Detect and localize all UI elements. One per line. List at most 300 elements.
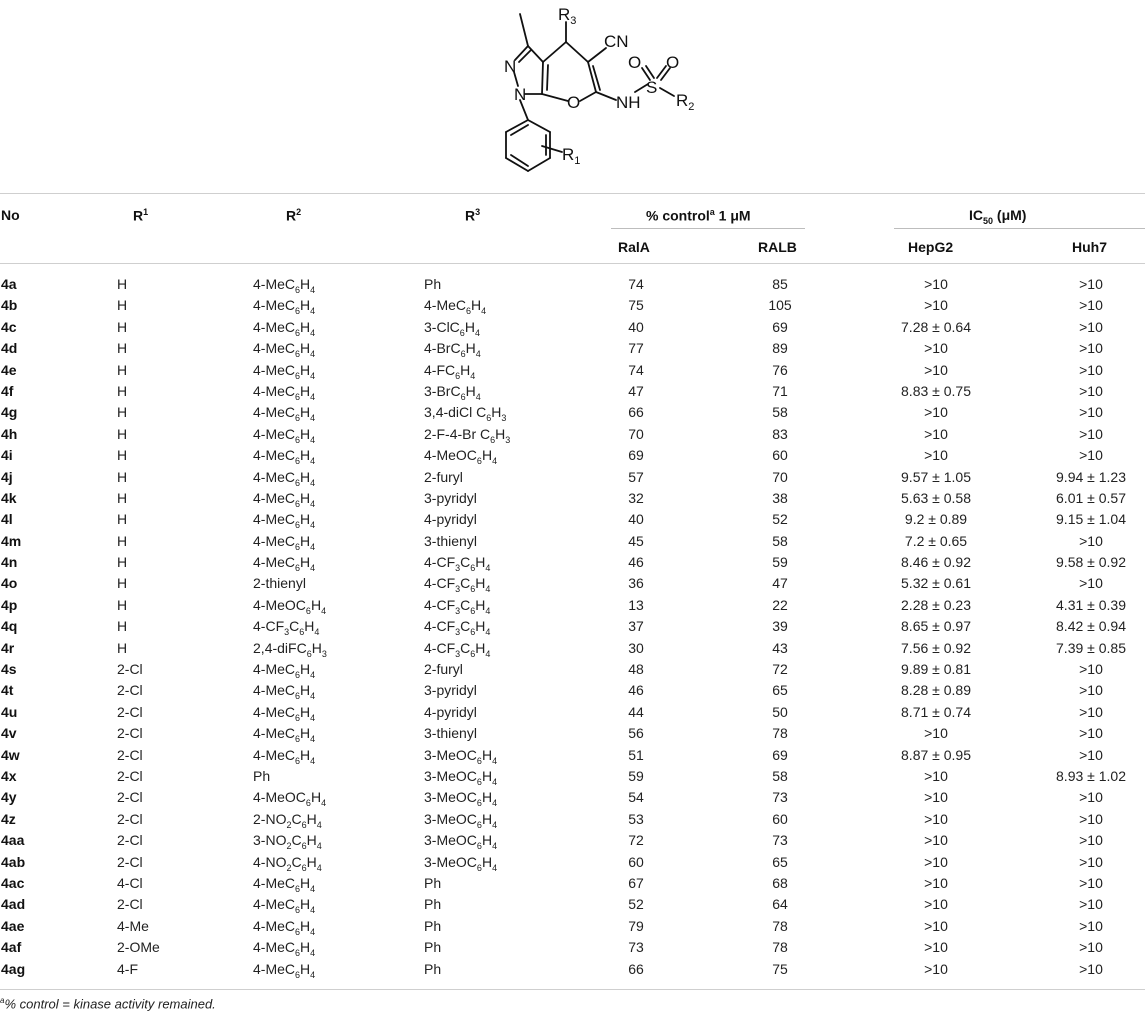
ralb-value: 83 bbox=[772, 425, 788, 442]
r3-value: Ph bbox=[424, 917, 442, 934]
r2-value: $2,4-diFC_6H_3$ bbox=[253, 639, 327, 659]
r1-value: H bbox=[117, 532, 128, 549]
compound-number: 4v bbox=[1, 725, 17, 742]
r1-value: H bbox=[117, 468, 128, 485]
ralb-value: 60 bbox=[772, 447, 788, 464]
ralb-value: 52 bbox=[772, 511, 788, 528]
r2-value: $4-MeC_6H_4$ bbox=[253, 703, 316, 723]
rala-value: 54 bbox=[628, 789, 644, 806]
ralb-value: 76 bbox=[772, 361, 788, 378]
compound-number: 4ac bbox=[1, 874, 25, 891]
compound-number: 4aa bbox=[1, 832, 25, 849]
table-row bbox=[0, 424, 1145, 445]
rala-value: 72 bbox=[628, 832, 644, 849]
table-row bbox=[0, 809, 1145, 830]
hepg2-value: >10 bbox=[924, 297, 948, 314]
r1-value: 4-F bbox=[117, 960, 138, 977]
sulfonyl-o-left-label: O bbox=[628, 53, 642, 72]
rala-value: 45 bbox=[628, 532, 644, 549]
table-row bbox=[0, 274, 1145, 295]
ralb-value: 69 bbox=[772, 746, 788, 763]
ralb-value: 38 bbox=[772, 489, 788, 506]
ralb-value: 58 bbox=[772, 404, 788, 421]
r2-value: $4-MeC_6H_4$ bbox=[253, 896, 316, 916]
hepg2-value: 9.2 ± 0.89 bbox=[904, 511, 968, 528]
pyran-o-label: O bbox=[567, 93, 581, 112]
table-row bbox=[0, 852, 1145, 873]
compound-number: 4n bbox=[1, 554, 18, 571]
r3-value: Ph bbox=[424, 960, 442, 977]
rala-value: 56 bbox=[628, 725, 644, 742]
ralb-value: 78 bbox=[772, 939, 788, 956]
huh7-value: >10 bbox=[1079, 661, 1103, 678]
ralb-value: 58 bbox=[772, 767, 788, 784]
r2-value: $4-MeC_6H_4$ bbox=[253, 425, 316, 445]
rala-value: 60 bbox=[628, 853, 644, 870]
rala-value: 46 bbox=[628, 682, 644, 699]
hepg2-value: 8.87 ± 0.95 bbox=[901, 746, 971, 763]
table-row bbox=[0, 659, 1145, 680]
ralb-value: 68 bbox=[772, 874, 788, 891]
r2-label: $R_2$ bbox=[676, 91, 695, 113]
header-r1: $R^1$ bbox=[133, 207, 149, 224]
sulfonyl-o-right-label: O bbox=[666, 53, 680, 72]
r3-value: $3-ClC_6H_4$ bbox=[424, 318, 480, 338]
hepg2-value: >10 bbox=[924, 853, 948, 870]
compound-number: 4w bbox=[1, 746, 20, 763]
r2-value: $4-NO_2C_6H_4$ bbox=[253, 853, 322, 873]
r2-value: $4-MeC_6H_4$ bbox=[253, 489, 316, 509]
r2-value: $4-MeC_6H_4$ bbox=[253, 682, 316, 702]
r3-value: $3-MeOC_6H_4$ bbox=[424, 767, 498, 787]
ralb-value: 43 bbox=[772, 639, 788, 656]
ralb-value: 69 bbox=[772, 318, 788, 335]
r3-value: 4-pyridyl bbox=[424, 511, 477, 528]
huh7-value: 7.39 ± 0.85 bbox=[1056, 639, 1126, 656]
huh7-value: >10 bbox=[1079, 318, 1103, 335]
header-huh7: Huh7 bbox=[1072, 239, 1107, 255]
huh7-value: >10 bbox=[1079, 297, 1103, 314]
r2-value: $4-MeC_6H_4$ bbox=[253, 554, 316, 573]
compound-number: 4r bbox=[1, 639, 15, 656]
r3-value: $4-CF_3C_6H_4$ bbox=[424, 575, 491, 595]
rala-value: 47 bbox=[628, 382, 644, 399]
r1-value: H bbox=[117, 297, 128, 314]
r3-value: $3-MeOC_6H_4$ bbox=[424, 853, 498, 873]
compound-number: 4p bbox=[1, 596, 18, 613]
huh7-value: 4.31 ± 0.39 bbox=[1056, 596, 1126, 613]
ralb-value: 59 bbox=[772, 554, 788, 571]
compound-number: 4j bbox=[1, 468, 13, 485]
r2-value: $4-MeC_6H_4$ bbox=[253, 382, 316, 402]
hepg2-value: >10 bbox=[924, 276, 948, 292]
r1-value: H bbox=[117, 596, 128, 613]
r1-value: H bbox=[117, 489, 128, 506]
compound-number: 4ad bbox=[1, 896, 26, 913]
r1-value: 2-OMe bbox=[117, 939, 160, 956]
table-row bbox=[0, 295, 1145, 316]
huh7-value: >10 bbox=[1079, 810, 1103, 827]
hepg2-value: 8.46 ± 0.92 bbox=[901, 554, 971, 571]
hepg2-value: >10 bbox=[924, 810, 948, 827]
table-row bbox=[0, 680, 1145, 701]
r1-value: 2-Cl bbox=[117, 810, 143, 827]
hepg2-value: 8.83 ± 0.75 bbox=[901, 382, 971, 399]
rala-value: 75 bbox=[628, 297, 644, 314]
r2-value: $4-MeOC_6H_4$ bbox=[253, 596, 327, 616]
hepg2-value: >10 bbox=[924, 874, 948, 891]
compound-number: 4u bbox=[1, 703, 18, 720]
r2-value: $2-NO_2C_6H_4$ bbox=[253, 810, 322, 830]
rala-value: 40 bbox=[628, 511, 644, 528]
hepg2-value: >10 bbox=[924, 447, 948, 464]
r3-value: 4-pyridyl bbox=[424, 703, 477, 720]
compound-number: 4t bbox=[1, 682, 14, 699]
huh7-value: >10 bbox=[1079, 917, 1103, 934]
compound-number: 4m bbox=[1, 532, 22, 549]
compound-number: 4b bbox=[1, 297, 18, 314]
hepg2-value: >10 bbox=[924, 917, 948, 934]
r3-value: Ph bbox=[424, 276, 442, 292]
huh7-value: >10 bbox=[1079, 853, 1103, 870]
huh7-value: >10 bbox=[1079, 447, 1103, 464]
ralb-value: 78 bbox=[772, 725, 788, 742]
nh-label: NH bbox=[616, 93, 641, 112]
r3-value: $4-MeC_6H_4$ bbox=[424, 297, 487, 317]
huh7-value: 6.01 ± 0.57 bbox=[1056, 489, 1126, 506]
table-row bbox=[0, 830, 1145, 851]
r1-value: 4-Cl bbox=[117, 874, 143, 891]
r1-value: H bbox=[117, 447, 128, 464]
table-bottom-rule bbox=[0, 989, 1145, 990]
huh7-value: 8.42 ± 0.94 bbox=[1056, 618, 1126, 635]
hepg2-value: 9.89 ± 0.81 bbox=[901, 661, 971, 678]
hepg2-value: >10 bbox=[924, 725, 948, 742]
compound-number: 4f bbox=[1, 382, 14, 399]
r2-value: $4-MeC_6H_4$ bbox=[253, 746, 316, 766]
table-row bbox=[0, 531, 1145, 552]
rala-value: 74 bbox=[628, 361, 644, 378]
r2-value: $4-MeC_6H_4$ bbox=[253, 340, 316, 359]
r1-value: 2-Cl bbox=[117, 896, 143, 913]
huh7-value: 9.94 ± 1.23 bbox=[1056, 468, 1126, 485]
hepg2-value: 8.65 ± 0.97 bbox=[901, 618, 971, 635]
table-row bbox=[0, 723, 1145, 744]
compound-number: 4y bbox=[1, 789, 17, 806]
table-row bbox=[0, 381, 1145, 402]
hepg2-value: >10 bbox=[924, 404, 948, 421]
table-row bbox=[0, 338, 1145, 359]
ralb-value: 39 bbox=[772, 618, 788, 635]
table-row bbox=[0, 402, 1145, 423]
hepg2-value: 5.63 ± 0.58 bbox=[901, 489, 971, 506]
r1-value: 4-Me bbox=[117, 917, 149, 934]
r3-value: $3-MeOC_6H_4$ bbox=[424, 746, 498, 766]
table-row bbox=[0, 766, 1145, 787]
hepg2-value: 8.71 ± 0.74 bbox=[901, 703, 971, 720]
r1-value: H bbox=[117, 361, 128, 378]
r3-value: $4-CF_3C_6H_4$ bbox=[424, 618, 491, 638]
header-ralb: RALB bbox=[758, 239, 797, 255]
ralb-value: 70 bbox=[772, 468, 788, 485]
rala-value: 13 bbox=[628, 596, 644, 613]
r2-value: $4-MeC_6H_4$ bbox=[253, 532, 316, 552]
compound-number: 4e bbox=[1, 361, 17, 378]
rala-value: 36 bbox=[628, 575, 644, 592]
r2-value: Ph bbox=[253, 767, 271, 784]
r2-value: $4-MeC_6H_4$ bbox=[253, 511, 316, 531]
huh7-value: >10 bbox=[1079, 703, 1103, 720]
huh7-value: >10 bbox=[1079, 682, 1103, 699]
compound-number: 4h bbox=[1, 425, 18, 442]
hepg2-value: >10 bbox=[924, 832, 948, 849]
rala-value: 48 bbox=[628, 661, 644, 678]
r2-value: $4-MeC_6H_4$ bbox=[253, 318, 316, 338]
huh7-value: >10 bbox=[1079, 789, 1103, 806]
r3-value: $4-BrC_6H_4$ bbox=[424, 340, 481, 359]
table-row bbox=[0, 702, 1145, 723]
header-ic50: $IC_{50}$ (μM) bbox=[969, 207, 1027, 226]
compound-number: 4a bbox=[1, 276, 17, 292]
header-hepg2: HepG2 bbox=[908, 239, 954, 255]
r1-value: H bbox=[117, 575, 128, 592]
ralb-value: 22 bbox=[772, 596, 788, 613]
pyrazole-n1-label: N bbox=[514, 85, 527, 104]
huh7-value: 9.58 ± 0.92 bbox=[1056, 554, 1126, 571]
r3-label: $R_3$ bbox=[558, 5, 577, 27]
r3-value: 2-furyl bbox=[424, 661, 463, 678]
ralb-value: 89 bbox=[772, 340, 788, 357]
hepg2-value: 7.2 ± 0.65 bbox=[904, 532, 968, 549]
rala-value: 52 bbox=[628, 896, 644, 913]
huh7-value: >10 bbox=[1079, 276, 1103, 292]
table-footnote: $^a$% control = kinase activity remained. bbox=[0, 996, 216, 1012]
hepg2-value: 9.57 ± 1.05 bbox=[901, 468, 971, 485]
ralb-value: 105 bbox=[768, 297, 792, 314]
rala-value: 30 bbox=[628, 639, 644, 656]
rala-value: 66 bbox=[628, 404, 644, 421]
hepg2-value: >10 bbox=[924, 340, 948, 357]
compound-number: 4ae bbox=[1, 917, 25, 934]
compound-number: 4x bbox=[1, 767, 17, 784]
pyranopyrazole-scaffold-drawing bbox=[470, 0, 710, 190]
compound-number: 4c bbox=[1, 318, 17, 335]
compound-number: 4o bbox=[1, 575, 18, 592]
rala-value: 37 bbox=[628, 618, 644, 635]
rala-value: 59 bbox=[628, 767, 644, 784]
huh7-value: >10 bbox=[1079, 746, 1103, 763]
r3-value: $3-MeOC_6H_4$ bbox=[424, 810, 498, 830]
r2-value: $4-MeC_6H_4$ bbox=[253, 917, 316, 937]
ralb-value: 73 bbox=[772, 789, 788, 806]
r2-value: $4-MeC_6H_4$ bbox=[253, 661, 316, 680]
compound-number: 4af bbox=[1, 939, 22, 956]
r2-value: $4-MeC_6H_4$ bbox=[253, 404, 316, 424]
table-body bbox=[0, 274, 1145, 980]
r1-value: 2-Cl bbox=[117, 853, 143, 870]
r1-value: H bbox=[117, 511, 128, 528]
rala-value: 40 bbox=[628, 318, 644, 335]
r3-value: $4-CF_3C_6H_4$ bbox=[424, 596, 491, 616]
hepg2-value: 8.28 ± 0.89 bbox=[901, 682, 971, 699]
ralb-value: 85 bbox=[772, 276, 788, 292]
r3-value: 3-pyridyl bbox=[424, 682, 477, 699]
r2-value: $4-MeC_6H_4$ bbox=[253, 725, 316, 744]
r1-value: H bbox=[117, 425, 128, 442]
table-row bbox=[0, 445, 1145, 466]
r1-value: H bbox=[117, 382, 128, 399]
compound-number: 4z bbox=[1, 810, 16, 827]
r2-value: $4-MeC_6H_4$ bbox=[253, 939, 316, 958]
r3-value: 2-F-4-Br $C_6H_3$ bbox=[424, 425, 511, 445]
ralb-value: 60 bbox=[772, 810, 788, 827]
huh7-value: >10 bbox=[1079, 361, 1103, 378]
huh7-value: >10 bbox=[1079, 960, 1103, 977]
rala-value: 73 bbox=[628, 939, 644, 956]
r1-value: 2-Cl bbox=[117, 661, 143, 678]
r3-value: 3-thienyl bbox=[424, 725, 477, 742]
r2-value: $4-MeC_6H_4$ bbox=[253, 960, 316, 980]
header-r2: $R^2$ bbox=[286, 207, 302, 224]
r1-value: H bbox=[117, 404, 128, 421]
table-row bbox=[0, 916, 1145, 937]
r1-value: 2-Cl bbox=[117, 746, 143, 763]
table-row bbox=[0, 573, 1145, 594]
huh7-value: >10 bbox=[1079, 404, 1103, 421]
r1-value: 2-Cl bbox=[117, 767, 143, 784]
rala-value: 51 bbox=[628, 746, 644, 763]
rala-value: 70 bbox=[628, 425, 644, 442]
hepg2-value: >10 bbox=[924, 425, 948, 442]
compound-number: 4ab bbox=[1, 853, 26, 870]
huh7-value: 9.15 ± 1.04 bbox=[1056, 511, 1126, 528]
r1-value: 2-Cl bbox=[117, 832, 143, 849]
ralb-value: 47 bbox=[772, 575, 788, 592]
ralb-value: 65 bbox=[772, 682, 788, 699]
hepg2-value: >10 bbox=[924, 361, 948, 378]
r3-value: Ph bbox=[424, 874, 442, 891]
r2-value: $4-MeC_6H_4$ bbox=[253, 361, 316, 381]
r3-value: Ph bbox=[424, 939, 442, 956]
compound-number: 4s bbox=[1, 661, 17, 678]
control-group-rule bbox=[611, 228, 805, 229]
header-r3: $R^3$ bbox=[465, 207, 481, 224]
table-row bbox=[0, 787, 1145, 808]
r1-value: H bbox=[117, 618, 128, 635]
table-row bbox=[0, 745, 1145, 766]
r2-value: $4-MeC_6H_4$ bbox=[253, 468, 316, 488]
r1-value: H bbox=[117, 340, 128, 357]
compound-number: 4ag bbox=[1, 960, 26, 977]
huh7-value: >10 bbox=[1079, 939, 1103, 956]
huh7-value: >10 bbox=[1079, 575, 1103, 592]
hepg2-value: >10 bbox=[924, 960, 948, 977]
compound-number: 4d bbox=[1, 340, 18, 357]
table-row bbox=[0, 552, 1145, 573]
chemical-structure bbox=[0, 0, 1145, 190]
ralb-value: 58 bbox=[772, 532, 788, 549]
r1-value: 2-Cl bbox=[117, 682, 143, 699]
r3-value: $3-BrC_6H_4$ bbox=[424, 382, 481, 402]
r3-value: 3,4-diCl $C_6H_3$ bbox=[424, 404, 507, 424]
sulfur-label: S bbox=[646, 78, 658, 97]
rala-value: 57 bbox=[628, 468, 644, 485]
hepg2-value: 7.28 ± 0.64 bbox=[901, 318, 971, 335]
r3-value: 2-furyl bbox=[424, 468, 463, 485]
table-row bbox=[0, 894, 1145, 915]
huh7-value: >10 bbox=[1079, 832, 1103, 849]
table-row bbox=[0, 595, 1145, 616]
huh7-value: >10 bbox=[1079, 896, 1103, 913]
hepg2-value: 7.56 ± 0.92 bbox=[901, 639, 971, 656]
table-row bbox=[0, 937, 1145, 958]
ralb-value: 73 bbox=[772, 832, 788, 849]
r3-value: 3-pyridyl bbox=[424, 489, 477, 506]
table-row bbox=[0, 616, 1145, 637]
rala-value: 53 bbox=[628, 810, 644, 827]
huh7-value: >10 bbox=[1079, 425, 1103, 442]
table-row bbox=[0, 317, 1145, 338]
hepg2-value: 5.32 ± 0.61 bbox=[901, 575, 971, 592]
ralb-value: 64 bbox=[772, 896, 788, 913]
hepg2-value: >10 bbox=[924, 896, 948, 913]
r2-value: 2-thienyl bbox=[253, 575, 306, 592]
r1-value: H bbox=[117, 639, 128, 656]
hepg2-value: >10 bbox=[924, 789, 948, 806]
rala-value: 77 bbox=[628, 340, 644, 357]
rala-value: 66 bbox=[628, 960, 644, 977]
r2-value: $4-MeC_6H_4$ bbox=[253, 874, 316, 894]
table-row bbox=[0, 509, 1145, 530]
table-row bbox=[0, 873, 1145, 894]
compound-number: 4q bbox=[1, 618, 18, 635]
compound-number: 4l bbox=[1, 511, 13, 528]
rala-value: 74 bbox=[628, 276, 644, 292]
rala-value: 46 bbox=[628, 554, 644, 571]
r3-value: $4-CF_3C_6H_4$ bbox=[424, 554, 491, 573]
huh7-value: >10 bbox=[1079, 532, 1103, 549]
header-percent-control: % control$^a$ 1 μM bbox=[646, 207, 751, 224]
compound-number: 4g bbox=[1, 404, 18, 421]
table-row bbox=[0, 467, 1145, 488]
compound-number: 4k bbox=[1, 489, 17, 506]
huh7-value: >10 bbox=[1079, 725, 1103, 742]
header-bottom-rule bbox=[0, 263, 1145, 264]
huh7-value: >10 bbox=[1079, 340, 1103, 357]
r2-value: $3-NO_2C_6H_4$ bbox=[253, 832, 322, 851]
header-rala: RalA bbox=[618, 239, 650, 255]
rala-value: 69 bbox=[628, 447, 644, 464]
r1-value: H bbox=[117, 318, 128, 335]
r3-value: $3-MeOC_6H_4$ bbox=[424, 789, 498, 809]
r2-value: $4-MeC_6H_4$ bbox=[253, 447, 316, 466]
r1-label: $R_1$ bbox=[562, 145, 581, 167]
r3-value: $3-MeOC_6H_4$ bbox=[424, 832, 498, 851]
r2-value: $4-MeOC_6H_4$ bbox=[253, 789, 327, 809]
ralb-value: 50 bbox=[772, 703, 788, 720]
r3-value: Ph bbox=[424, 896, 442, 913]
pyrazole-n-label: N bbox=[504, 57, 517, 76]
r2-value: $4-CF_3C_6H_4$ bbox=[253, 618, 320, 638]
r1-value: H bbox=[117, 554, 128, 571]
hepg2-value: >10 bbox=[924, 939, 948, 956]
header-no: No bbox=[1, 207, 20, 223]
cn-label: CN bbox=[604, 32, 629, 51]
rala-value: 32 bbox=[628, 489, 644, 506]
table-row bbox=[0, 360, 1145, 381]
r1-value: 2-Cl bbox=[117, 703, 143, 720]
table-top-rule bbox=[0, 193, 1145, 194]
